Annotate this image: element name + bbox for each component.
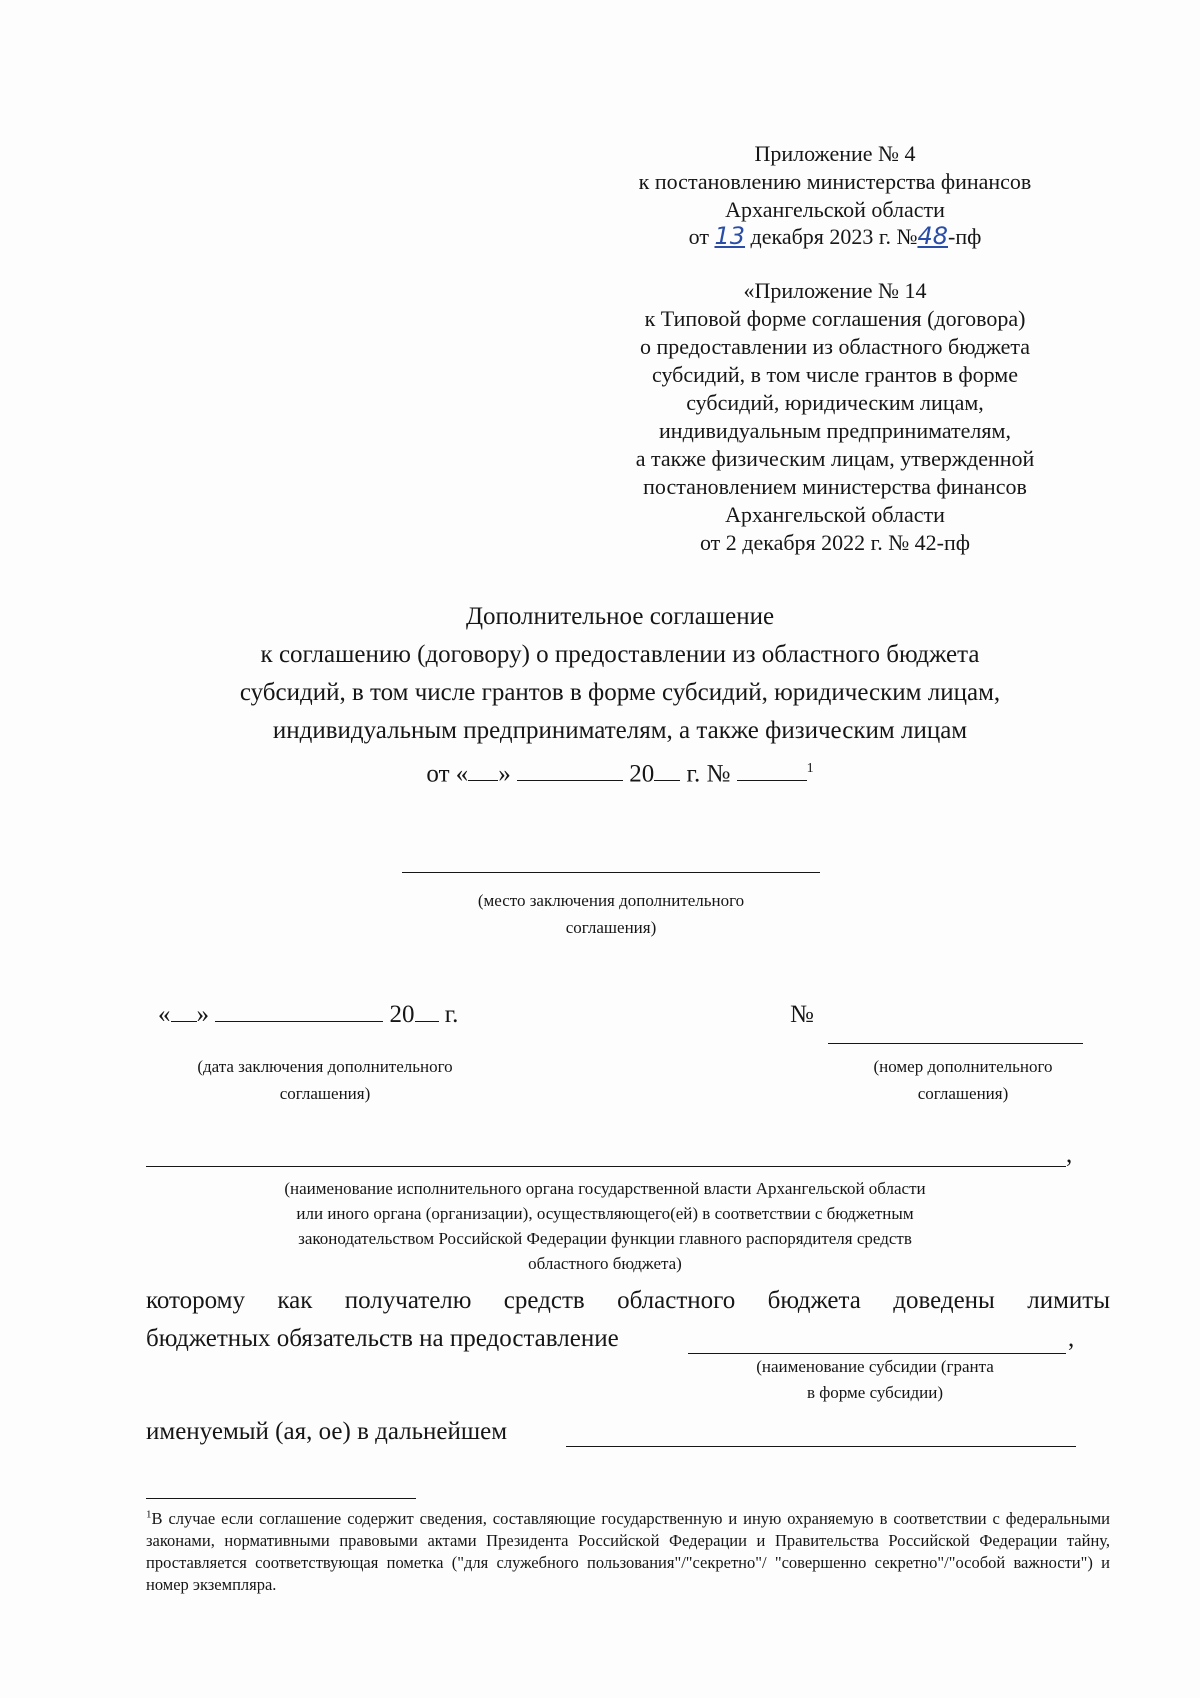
footnote-text: В случае если соглашение содержит сведения, составляющие государственную и иную охраняемую в соответствии с федеральными законами, нормативными правовыми актами Президента Российской Федерации и Правительства Российской Федерации тайну, проставляется соответствующая пометка ("для служебного пользования"/"секретно"/ "совершенно секретно"/"особой важности") и номер экземпляра. xyxy=(146,1509,1110,1594)
title-date-from: от « xyxy=(426,760,469,788)
appendix14-line: Архангельской области xyxy=(725,502,945,527)
appendix14-line: постановлением министерства финансов xyxy=(643,474,1027,499)
appendix4-date-line xyxy=(600,222,1070,251)
subsidy-caption xyxy=(700,1354,1050,1406)
appendix14-line: от 2 декабря 2022 г. № 42-пф xyxy=(699,530,971,555)
organ-caption-line: законодательством Российской Федерации функции главного распорядителя средств xyxy=(298,1229,912,1248)
date-caption-line2: соглашения) xyxy=(279,1084,371,1103)
title-line1: Дополнительное соглашение xyxy=(465,603,775,630)
place-caption xyxy=(402,887,820,941)
title-day-blank xyxy=(468,758,498,781)
number-line xyxy=(828,1043,1083,1044)
title-line3: субсидий, в том числе грантов в форме субсидий, юридическим лицам, xyxy=(239,679,1001,706)
title-close-quote: » xyxy=(498,760,511,788)
subsidy-comma: , xyxy=(1068,1325,1075,1352)
footnote-mark: 1 xyxy=(146,1508,152,1521)
date-open-quote: « xyxy=(158,1001,171,1028)
appendix4-header xyxy=(600,140,1070,251)
number-caption-line2: соглашения) xyxy=(917,1084,1009,1103)
date-row xyxy=(158,998,458,1032)
place-caption-line2: соглашения) xyxy=(565,918,657,937)
date-year-suffix: г. xyxy=(444,1001,459,1028)
appendix4-line3: Архангельской области xyxy=(725,197,945,222)
appendix14-line: о предоставлении из областного бюджета xyxy=(639,334,1031,359)
footnote xyxy=(146,1508,1110,1596)
place-caption-line1: (место заключения дополнительного xyxy=(477,891,745,910)
organ-caption-line: областного бюджета) xyxy=(528,1254,682,1273)
body-line2: бюджетных обязательств на предоставление xyxy=(146,1325,619,1352)
footnote-separator xyxy=(146,1498,416,1499)
title-number-label: г. № xyxy=(686,760,731,788)
title-number-blank xyxy=(737,758,807,781)
designation-line xyxy=(566,1446,1076,1447)
title-year-blank xyxy=(654,758,680,781)
place-line xyxy=(402,872,820,873)
appendix4-title: Приложение № 4 xyxy=(754,141,916,166)
date-caption xyxy=(152,1053,498,1107)
organ-comma: , xyxy=(1066,1141,1073,1168)
title-line2: к соглашению (договору) о предоставлении из областного бюджета xyxy=(260,641,980,668)
appendix14-line: субсидий, юридическим лицам, xyxy=(686,390,984,415)
appendix14-line: субсидий, в том числе грантов в форме xyxy=(652,362,1018,387)
organ-caption-line: или иного органа (организации), осуществляющего(ей) в соответствии с бюджетным xyxy=(296,1204,914,1223)
handwritten-day: 13 xyxy=(714,222,746,250)
organ-caption xyxy=(180,1176,1030,1276)
date-prefix: от xyxy=(688,224,709,249)
appendix4-line2: к постановлению министерства финансов xyxy=(638,169,1032,194)
title-year-prefix: 20 xyxy=(629,760,655,788)
date-middle: декабря 2023 г. № xyxy=(750,224,918,249)
date-year-prefix: 20 xyxy=(389,1001,415,1028)
organ-line xyxy=(146,1166,1066,1167)
appendix14-block xyxy=(600,277,1070,557)
date-year-blank xyxy=(415,999,439,1022)
title-month-blank xyxy=(517,758,623,781)
organ-caption-line: (наименование исполнительного органа государственной власти Архангельской области xyxy=(284,1179,926,1198)
footnote-reference: 1 xyxy=(806,761,814,776)
appendix14-line: «Приложение № 14 xyxy=(743,278,927,303)
appendix14-line: индивидуальным предпринимателям, xyxy=(659,418,1011,443)
number-label: № xyxy=(790,1001,814,1028)
title-date-line xyxy=(150,750,1090,793)
date-day-blank xyxy=(171,999,197,1022)
date-caption-line1: (дата заключения дополнительного xyxy=(197,1057,453,1076)
appendix14-line: а также физическим лицам, утвержденной xyxy=(635,446,1035,471)
subsidy-caption-line1: (наименование субсидии (гранта xyxy=(756,1357,994,1376)
handwritten-number: 48 xyxy=(917,222,948,250)
appendix14-line: к Типовой форме соглашения (договора) xyxy=(644,306,1026,331)
number-suffix: -пф xyxy=(948,224,982,249)
date-month-blank xyxy=(215,999,383,1022)
document-title xyxy=(150,598,1090,793)
date-close-quote: » xyxy=(196,1001,209,1028)
body-line3: именуемый (ая, ое) в дальнейшем xyxy=(146,1418,508,1445)
number-caption xyxy=(838,1053,1088,1107)
number-caption-line1: (номер дополнительного xyxy=(873,1057,1053,1076)
title-line4: индивидуальным предпринимателям, а также физическим лицам xyxy=(272,717,968,744)
body-line1: которому как получателю средств областного бюджета доведены лимиты xyxy=(146,1287,1110,1314)
subsidy-caption-line2: в форме субсидии) xyxy=(807,1383,943,1402)
